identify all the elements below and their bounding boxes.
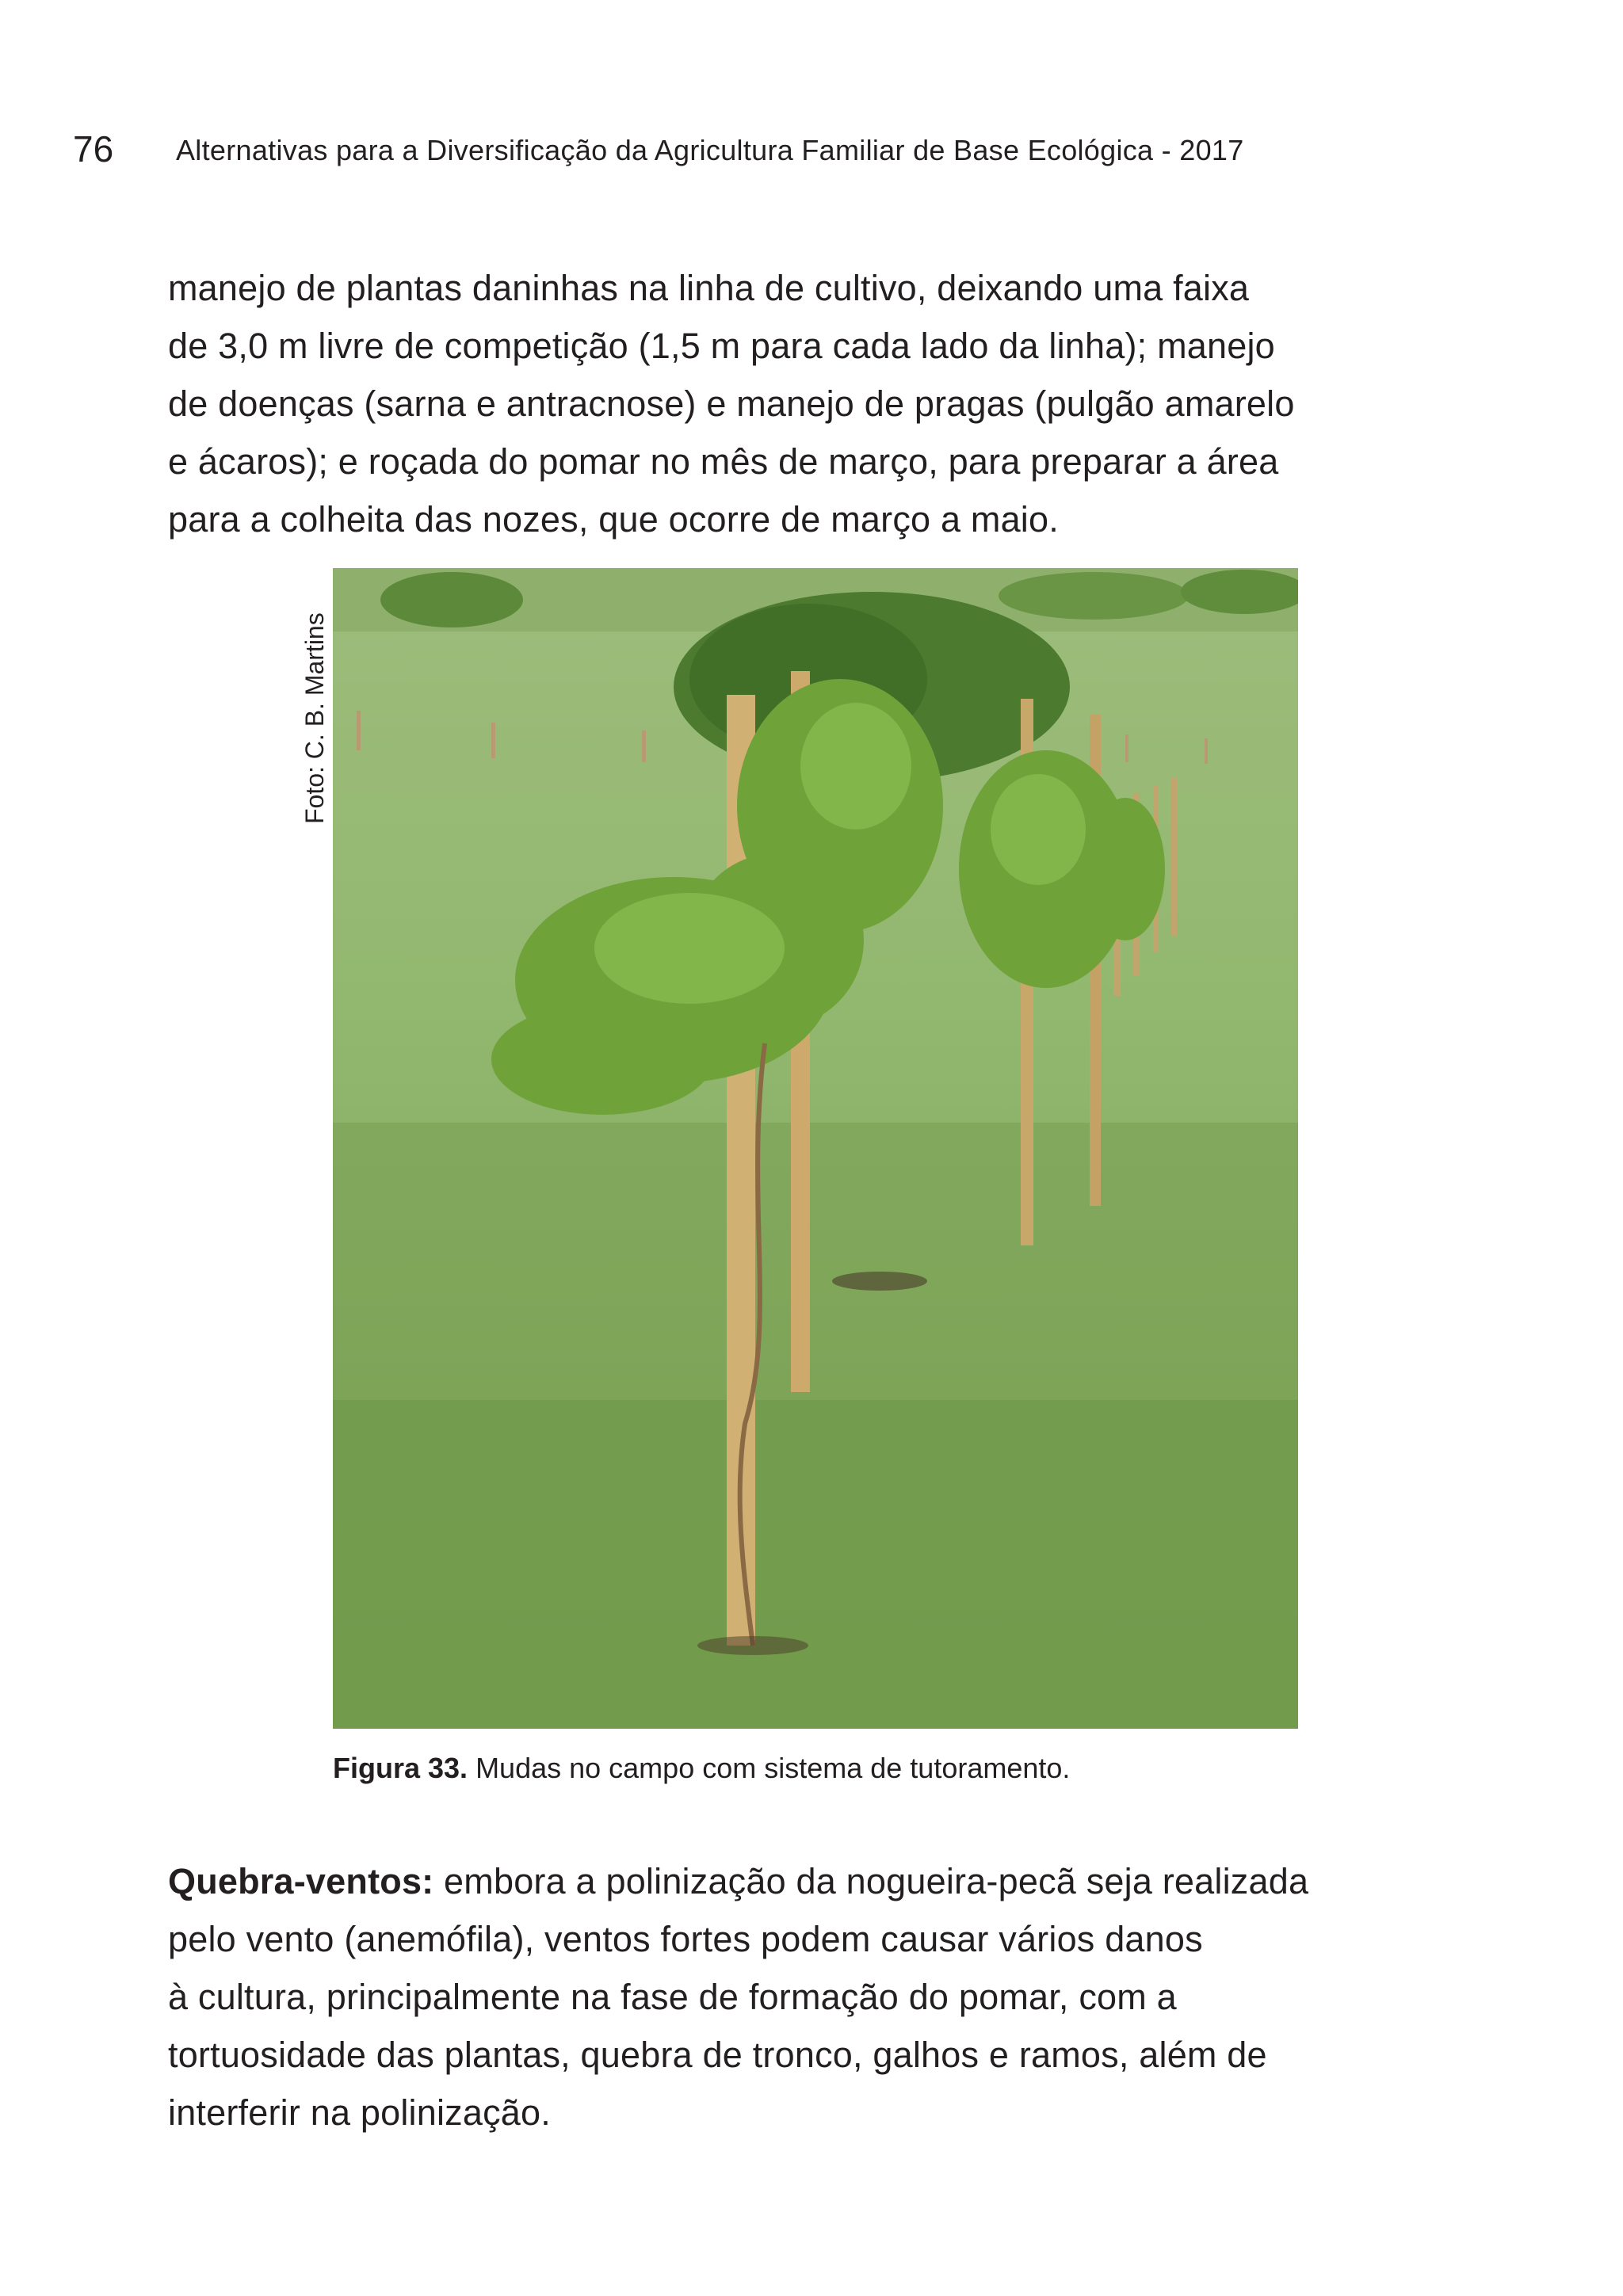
caption-text: Mudas no campo com sistema de tutoramento.	[468, 1752, 1071, 1784]
caption-label: Figura 33.	[333, 1752, 468, 1784]
seedlings-photo-illustration	[333, 568, 1298, 1729]
figure-photo	[333, 568, 1298, 1729]
text-line: de 3,0 m livre de competição (1,5 m para cada lado da linha); manejo	[168, 326, 1275, 366]
term-windbreaks: Quebra-ventos:	[168, 1861, 434, 1901]
distant-tree	[380, 572, 523, 627]
running-header: Alternativas para a Diversificação da Agricultura Familiar de Base Ecológica - 2017	[176, 134, 1244, 166]
text-line: e ácaros); e roçada do pomar no mês de março, para preparar a área	[168, 441, 1279, 482]
text-line: tortuosidade das plantas, quebra de tronco, galhos e ramos, além de	[168, 2035, 1267, 2075]
mulch	[697, 1636, 808, 1655]
text-line: pelo vento (anemófila), ventos fortes podem causar vários danos	[168, 1919, 1203, 1959]
paragraph-windbreaks	[168, 1852, 1476, 2142]
distant-tree	[999, 572, 1189, 620]
text-line: de doenças (sarna e antracnose) e manejo de pragas (pulgão amarelo	[168, 383, 1295, 424]
text-line: embora a polinização da nogueira-pecã seja realizada	[433, 1861, 1309, 1901]
text-line: para a colheita das nozes, que ocorre de março a maio.	[168, 499, 1059, 540]
text-line: interferir na polinização.	[168, 2092, 551, 2133]
mulch	[832, 1272, 927, 1291]
text-line: manejo de plantas daninhas na linha de cultivo, deixando uma faixa	[168, 268, 1250, 308]
photo-credit: Foto: C. B. Martins	[300, 612, 329, 824]
paragraph-weed-management	[168, 259, 1476, 548]
text-line: à cultura, principalmente na fase de formação do pomar, com a	[168, 1977, 1177, 2017]
page-number: 76	[73, 128, 114, 170]
figure-caption	[333, 1749, 1070, 1787]
grass-foreground	[333, 1400, 1298, 1729]
